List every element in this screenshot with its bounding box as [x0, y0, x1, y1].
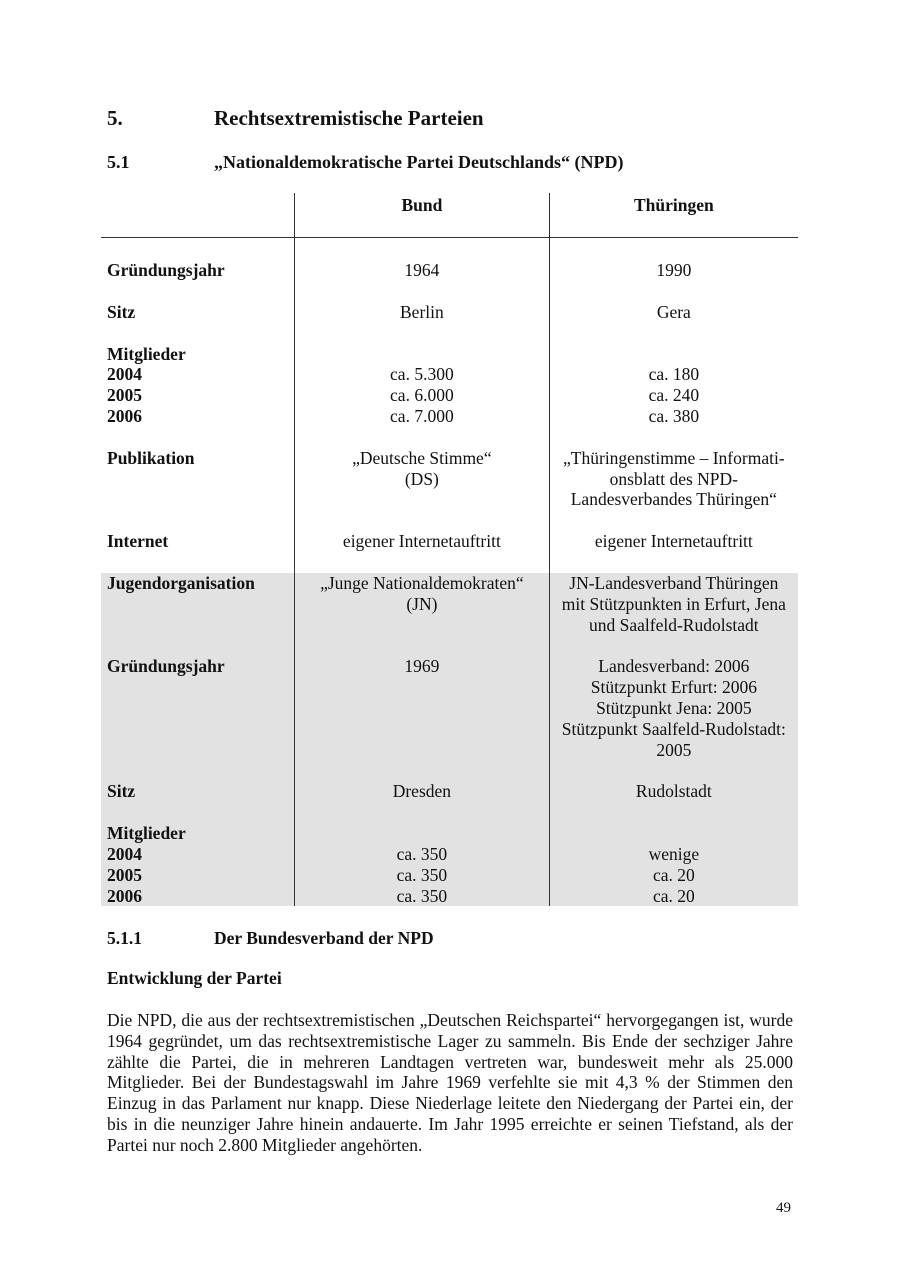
- cell-thueringen: JN-Landesverband Thüringen mit Stützpunkten in Erfurt, Jena und Saalfeld-Rudolstadt: [549, 573, 798, 635]
- table-row: [101, 573, 798, 635]
- header-cell-thueringen: Thüringen: [549, 193, 798, 238]
- row-label: Sitz: [101, 302, 295, 323]
- header-cell-bund: Bund: [295, 193, 550, 238]
- body-paragraph: Die NPD, die aus der rechtsextremistischen „Deutschen Reichspartei“ hervorgegangen ist, wurde 1964 gegründet, um das rechtsextremistische Lager zu sammeln. Bis Ende der sechziger Jahre zählte die Partei, die in mehreren Landtagen vertreten war, bundesweit mehr als 25.000 Mitglieder. Bei der Bundestagswahl im Jahre 1969 verfehlte sie mit 4,3 % der Stimmen den Einzug in das Parlament nur knapp. Diese Niederlage leitete den Niedergang der Partei ein, der bis in die neunziger Jahre hinein andauerte. Im Jahr 1995 erreichte er seinen Tiefstand, als der Partei nur noch 2.800 Mitglieder angehörten.: [107, 1010, 793, 1155]
- row-label: Internet: [101, 531, 295, 552]
- row-label: Gründungsjahr: [101, 260, 295, 281]
- cell-thueringen: Gera: [656, 301, 691, 322]
- row-label: Publikation: [101, 448, 295, 510]
- table-row: [101, 531, 798, 552]
- cell-bund: Dresden: [295, 781, 550, 802]
- cell-bund: „Junge Nationaldemokraten“ (JN): [295, 573, 550, 635]
- section-title: Rechtsextremistische Parteien: [214, 106, 484, 130]
- section-number: 5.: [107, 106, 123, 130]
- table-row: [101, 656, 798, 760]
- page-number: 49: [776, 1200, 791, 1216]
- cell-bund: Berlin: [295, 302, 550, 323]
- cell-thueringen: eigener Internetauftritt: [594, 531, 753, 552]
- paragraph-heading: Entwicklung der Partei: [107, 968, 282, 988]
- cell-thueringen: Rudolstadt: [549, 781, 798, 802]
- npd-overview-table: [101, 193, 798, 906]
- cell-thueringen: wenige ca. 20 ca. 20: [549, 823, 798, 906]
- row-label: Sitz: [101, 781, 295, 802]
- table-row: [101, 302, 798, 323]
- subsection-number: 5.1: [107, 152, 130, 172]
- table-row: [101, 260, 798, 281]
- cell-bund: 1964: [295, 260, 550, 281]
- header-cell-empty: [101, 193, 295, 238]
- cell-bund: 1969: [295, 656, 550, 760]
- subsubsection-number: 5.1.1: [107, 928, 142, 948]
- cell-thueringen: 1990: [656, 260, 692, 280]
- cell-bund: eigener Internetauftritt: [295, 531, 550, 552]
- row-label: Mitglieder 2004 2005 2006: [101, 344, 295, 427]
- cell-thueringen: „Thüringenstimme – Informati- onsblatt des NPD- Landesverbandes Thüringen“: [563, 447, 785, 510]
- cell-bund: ca. 5.300 ca. 6.000 ca. 7.000: [295, 344, 550, 427]
- subsubsection-title: Der Bundesverband der NPD: [214, 928, 434, 948]
- cell-thueringen: Landesverband: 2006 Stützpunkt Erfurt: 2006 Stützpunkt Jena: 2005 Stützpunkt Saalfeld-Rudolstadt: 2005: [549, 656, 798, 760]
- row-label: Mitglieder 2004 2005 2006: [101, 823, 295, 906]
- cell-bund: ca. 350 ca. 350 ca. 350: [295, 823, 550, 906]
- cell-bund: „Deutsche Stimme“ (DS): [295, 448, 550, 510]
- table-row: [101, 781, 798, 802]
- cell-thueringen: ca. 180 ca. 240 ca. 380: [648, 364, 700, 426]
- table-row: [101, 344, 798, 427]
- row-label: Jugendorganisation: [101, 573, 295, 635]
- table-row: [101, 823, 798, 906]
- table-header-row: [101, 193, 798, 238]
- table-row: [101, 448, 798, 510]
- subsection-title: „Nationaldemokratische Partei Deutschlands“ (NPD): [214, 152, 624, 172]
- row-label: Gründungsjahr: [101, 656, 295, 760]
